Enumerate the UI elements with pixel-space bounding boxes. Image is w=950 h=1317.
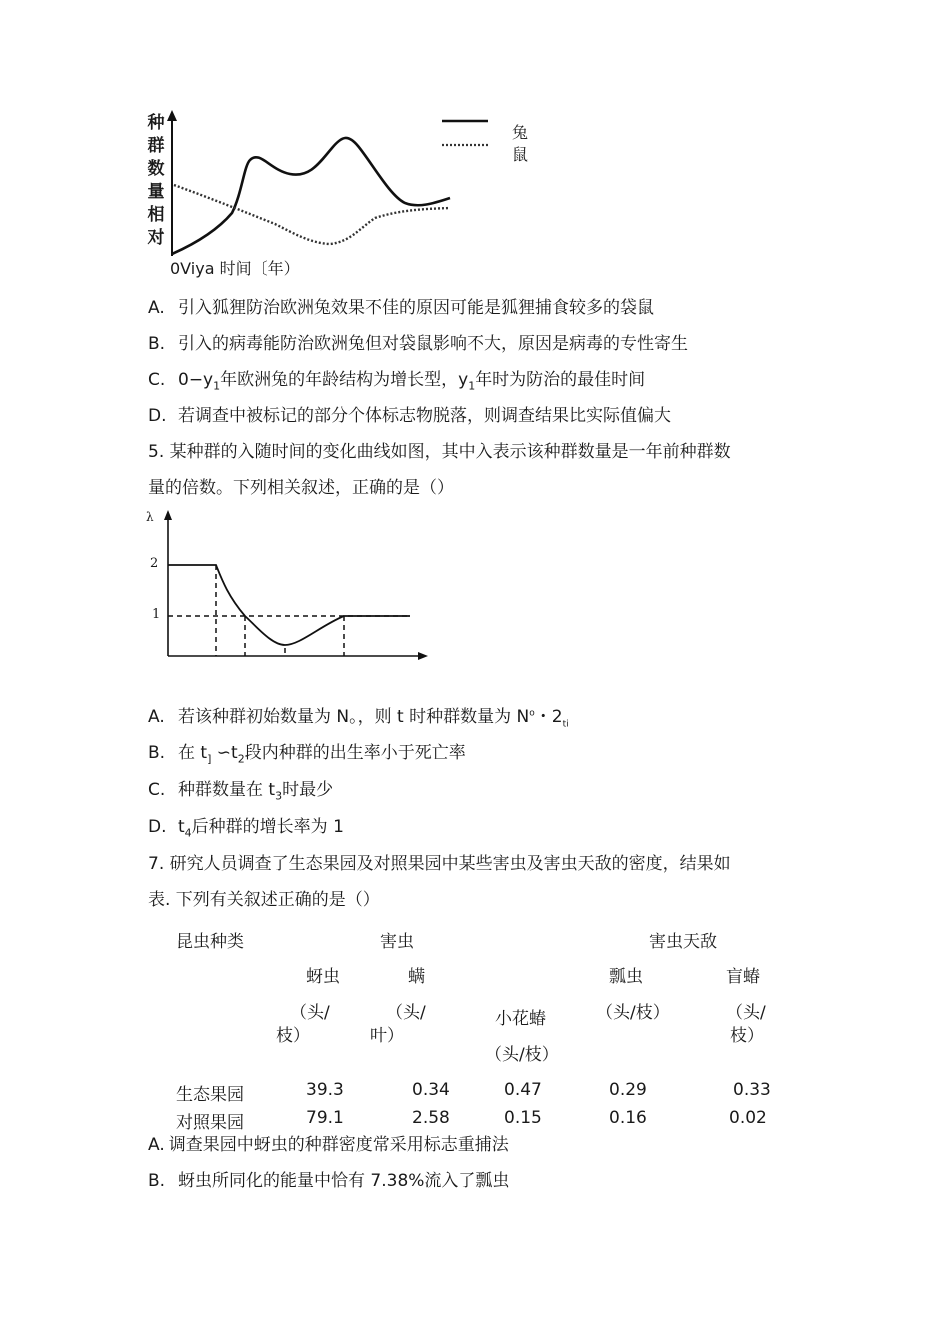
option-text: 引入狐狸防治欧洲兔效果不佳的原因可能是狐狸捕食较多的袋鼠	[178, 298, 654, 318]
table-cell: 2.58	[412, 1108, 450, 1128]
q5-stem-line2: 量的倍数。下列相关叙述，正确的是（）	[148, 478, 454, 498]
q7-option-a	[148, 1130, 509, 1155]
superscript: o	[529, 708, 535, 719]
table-row-label: 生态果园	[176, 1085, 244, 1105]
q4-option-c	[148, 365, 645, 392]
figure2-tick-1: 1	[152, 607, 161, 622]
option-letter: B.	[148, 1171, 166, 1191]
ylabel-char: 相	[147, 205, 165, 225]
figure1-y-axis	[167, 110, 177, 256]
table-header-pests: 害虫	[380, 932, 414, 952]
option-text-part: t	[178, 817, 185, 837]
legend-solid-line	[442, 118, 488, 124]
q7-option-b	[148, 1166, 509, 1191]
option-text: 蚜虫所同化的能量中恰有 7.38%流入了瓢虫	[178, 1171, 510, 1191]
option-text-part: 种群数量在 t	[178, 780, 276, 800]
table-unit-mite-2: 叶）	[370, 1026, 404, 1046]
figure1-xlabel: 0Viya 时间〔年）	[170, 259, 300, 278]
q5-stem-line1: 5. 某种群的入随时间的变化曲线如图，其中入表示该种群数量是一年前种群数	[148, 442, 731, 462]
ylabel-char: 数	[147, 159, 165, 179]
q4-option-d	[148, 401, 671, 426]
legend-dotted-line	[442, 142, 488, 148]
table-col-aphid: 蚜虫	[306, 967, 340, 987]
ylabel-char: 量	[147, 182, 165, 202]
table-cell: 0.29	[609, 1080, 647, 1100]
q5-option-a	[148, 702, 569, 729]
option-text-part: 0−y	[178, 370, 214, 390]
option-letter: A.	[148, 707, 165, 727]
table-cell: 0.34	[412, 1080, 450, 1100]
subscript: 1	[468, 379, 476, 393]
option-text-part: 后种群的增长率为 1	[191, 817, 344, 837]
q7-stem-line1: 7. 研究人员调查了生态果园及对照果园中某些害虫及害虫天敌的密度，结果如	[148, 854, 731, 874]
table-cell: 39.3	[306, 1080, 344, 1100]
table-header-species: 昆虫种类	[176, 932, 244, 952]
table-col-mirid: 盲蝽	[726, 967, 760, 987]
ylabel-char: 群	[147, 136, 165, 156]
option-text-part: 年欧洲兔的年龄结构为增长型，y	[220, 370, 469, 390]
q4-option-a	[148, 293, 654, 318]
option-text-part: ∽t	[211, 743, 238, 763]
option-text-part: 时最少	[282, 780, 334, 800]
rabbit-curve	[172, 138, 450, 254]
subscript: 4	[184, 826, 192, 840]
table-unit-mirid-2: 枝）	[730, 1026, 764, 1046]
legend-rabbit-label: 兔	[512, 123, 529, 142]
table-unit-bug: （头/枝）	[485, 1045, 559, 1065]
table-col-ladybug: 瓢虫	[609, 967, 643, 987]
option-letter: A.	[148, 298, 165, 318]
option-text-part: 年时为防治的最佳时间	[475, 370, 646, 390]
subscript: 3	[275, 789, 283, 803]
table-unit-mirid-1: （头/	[726, 1003, 766, 1023]
subscript: ti	[562, 719, 569, 730]
option-text-part: 在 t	[178, 743, 208, 763]
table-unit-ladybug: （头/枝）	[596, 1003, 670, 1023]
option-letter: B.	[148, 334, 166, 354]
table-unit-aphid-2: 枝）	[276, 1026, 310, 1046]
q7-stem-line2: 表. 下列有关叙述正确的是（）	[148, 890, 380, 910]
table-unit-mite-1: （头/	[386, 1003, 426, 1023]
table-unit-aphid-1: （头/	[290, 1003, 330, 1023]
option-letter: C.	[148, 780, 166, 800]
figure1-plot	[160, 108, 470, 263]
option-letter: D.	[148, 406, 167, 426]
legend-mouse-label: 鼠	[512, 145, 529, 164]
option-text: 引入的病毒能防治欧洲兔但对袋鼠影响不大，原因是病毒的专性寄生	[178, 334, 688, 354]
option-letter: C.	[148, 370, 166, 390]
table-cell: 0.15	[504, 1108, 542, 1128]
table-cell: 0.02	[729, 1108, 767, 1128]
q5-option-c	[148, 775, 333, 802]
subscript: 2	[237, 752, 245, 766]
table-cell: 0.16	[609, 1108, 647, 1128]
option-letter: A.	[148, 1135, 165, 1155]
figure2-axes	[164, 510, 428, 660]
option-text: 调查果园中蚜虫的种群密度常采用标志重捕法	[168, 1135, 509, 1155]
q5-option-d	[148, 812, 344, 839]
option-letter: D.	[148, 817, 167, 837]
subscript: ]	[207, 752, 212, 766]
q5-option-b	[148, 738, 466, 765]
lambda-curve	[168, 565, 410, 645]
figure2-tick-2: 2	[150, 556, 159, 571]
table-cell: 79.1	[306, 1108, 344, 1128]
figure2-ylabel: λ	[146, 510, 154, 524]
table-row-label: 对照果园	[176, 1113, 244, 1133]
mouse-curve	[174, 185, 450, 244]
option-text-part: ・2	[534, 707, 563, 727]
q4-option-b	[148, 329, 688, 354]
subscript: 1	[213, 379, 221, 393]
figure2-plot	[160, 508, 432, 666]
option-text: 若调查中被标记的部分个体标志物脱落，则调查结果比实际值偏大	[178, 406, 671, 426]
table-header-natural-enemies: 害虫天敌	[649, 932, 717, 952]
table-cell: 0.33	[733, 1080, 771, 1100]
table-col-bug: 小花蝽	[495, 1009, 546, 1029]
table-cell: 0.47	[504, 1080, 542, 1100]
figure2-dashed-guides	[168, 565, 410, 656]
option-text-part: 段内种群的出生率小于死亡率	[244, 743, 466, 763]
option-letter: B.	[148, 743, 166, 763]
ylabel-char: 对	[147, 228, 165, 248]
option-text: 若该种群初始数量为 N。，则 t 时种群数量为 N	[178, 707, 530, 727]
table-col-mite: 螨	[408, 967, 425, 987]
ylabel-char: 种	[147, 113, 165, 133]
